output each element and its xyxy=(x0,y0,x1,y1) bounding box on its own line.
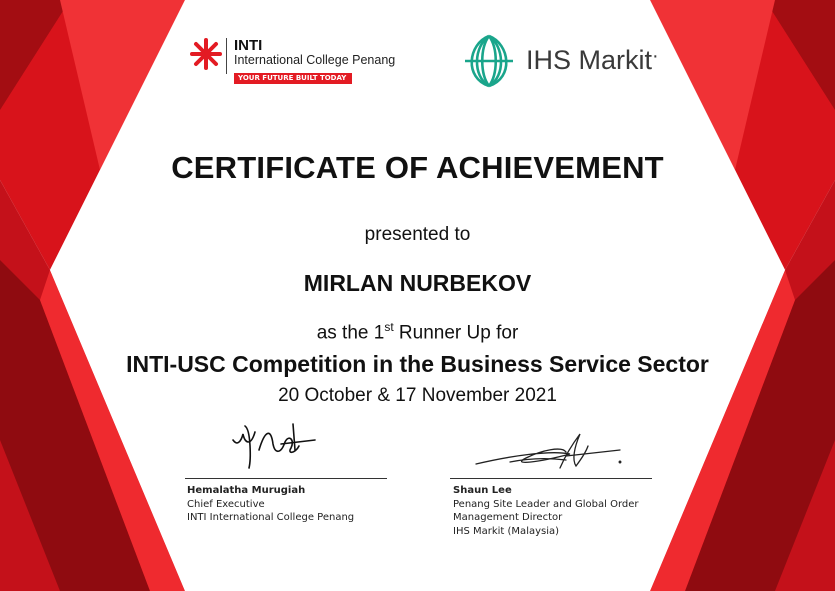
signatory-2 xyxy=(453,484,639,538)
signatory-2-name: Shaun Lee xyxy=(453,485,512,496)
signatory-1 xyxy=(187,484,354,525)
signatory-2-title: Penang Site Leader and Global Order xyxy=(453,498,639,510)
inti-name: INTI xyxy=(234,37,263,54)
achievement-line: as the 1st Runner Up for xyxy=(316,320,519,344)
inti-star-icon xyxy=(188,36,224,72)
signature-2 xyxy=(470,428,630,474)
signatory-1-title: Chief Executive xyxy=(187,498,265,510)
inti-tagline: YOUR FUTURE BUILT TODAY xyxy=(234,73,352,84)
inti-logo xyxy=(188,36,398,86)
ihs-globe-icon xyxy=(460,32,518,90)
recipient-name: MIRLAN NURBEKOV xyxy=(303,270,532,296)
signatory-1-name: Hemalatha Murugiah xyxy=(187,485,306,496)
signature-1 xyxy=(225,420,325,472)
inti-subtitle: International College Penang xyxy=(234,53,396,67)
inti-divider xyxy=(226,38,227,74)
signature-line-1 xyxy=(185,478,387,479)
signatory-1-org: INTI International College Penang xyxy=(187,512,355,523)
presented-to-text: presented to xyxy=(364,224,471,245)
signatory-2-title-line2: Management Director xyxy=(453,512,563,523)
ihs-markit-logo xyxy=(460,32,670,90)
competition-name: INTI-USC Competition in the Business Service Sector xyxy=(126,351,709,377)
signature-line-2 xyxy=(450,478,652,479)
certificate-title: CERTIFICATE OF ACHIEVEMENT xyxy=(171,150,664,185)
ihs-markit-name: IHS Markit· xyxy=(526,45,659,75)
signatory-2-org: IHS Markit (Malaysia) xyxy=(453,525,560,537)
competition-dates: 20 October & 17 November 2021 xyxy=(278,385,557,406)
